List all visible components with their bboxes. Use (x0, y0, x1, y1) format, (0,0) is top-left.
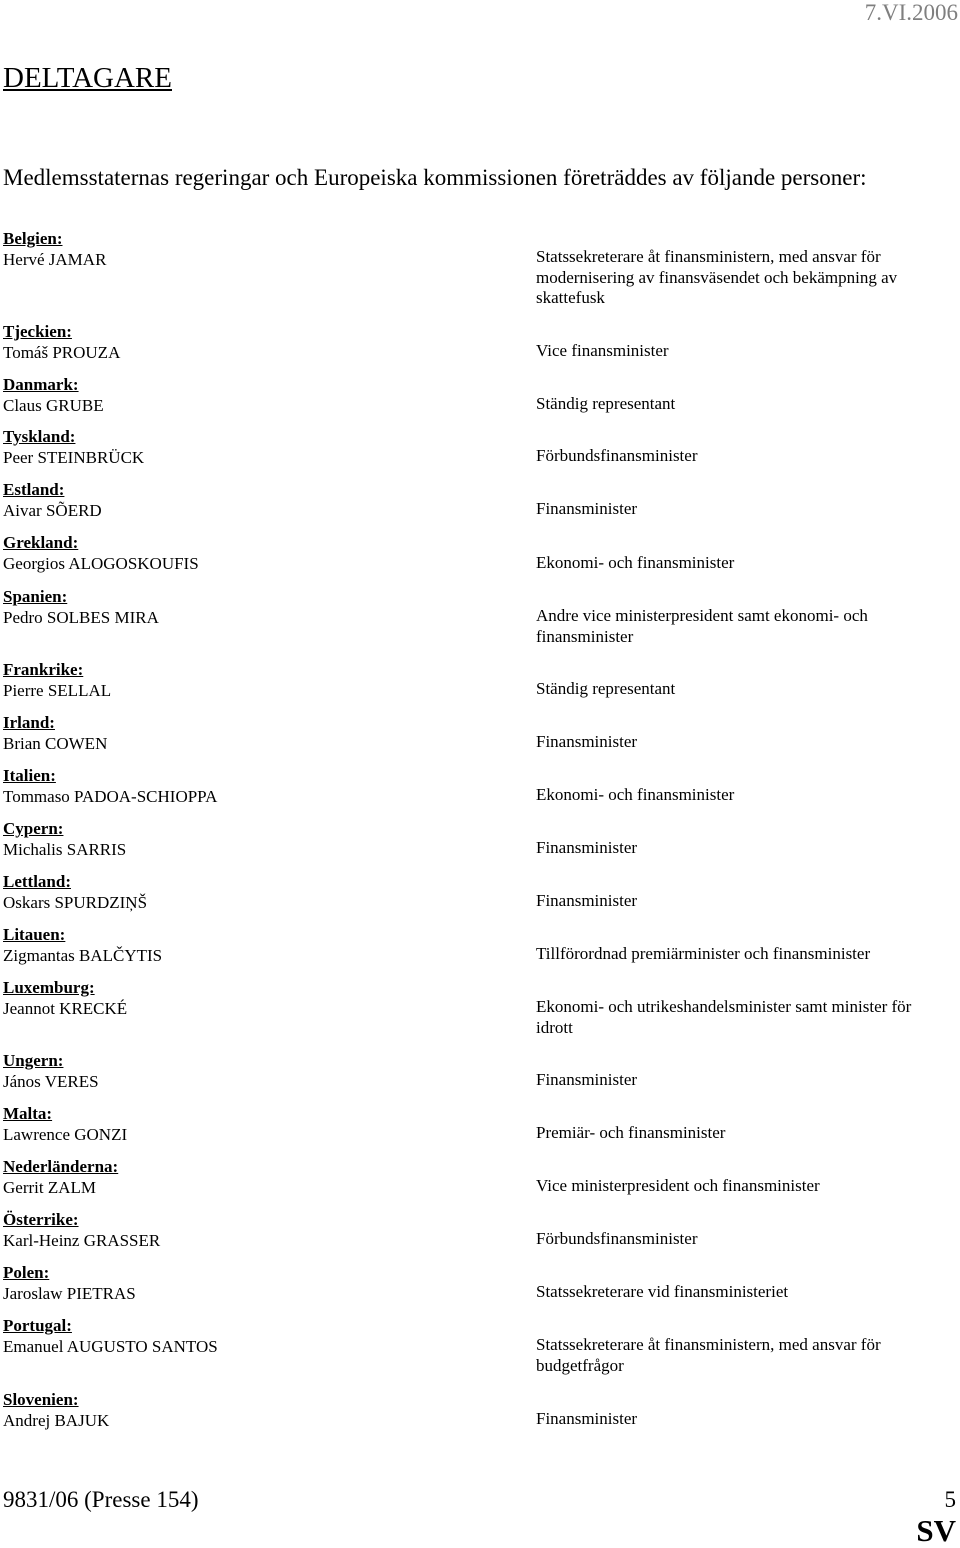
participant-name: Aivar SÕERD (3, 500, 102, 520)
participant-role: Förbundsfinansminister (536, 1229, 698, 1248)
participant-role: Finansminister (536, 732, 638, 751)
country-name: Litauen: (3, 925, 66, 944)
country-name: Estland: (3, 480, 65, 499)
participant-role: Statssekreterare åt finansministern, med ansvar för modernisering av finansväsendet och bekämpning av skattefusk (536, 247, 898, 307)
country-name: Portugal: (3, 1316, 72, 1335)
participant-name: Peer STEINBRÜCK (3, 447, 145, 467)
intro-text: Medlemsstaternas regeringar och Europeiska kommissionen företräddes av följande personer: (3, 165, 867, 190)
country-name: Slovenien: (3, 1390, 79, 1409)
country-name: Grekland: (3, 533, 79, 552)
country-name: Tyskland: (3, 427, 76, 446)
participant-role: Vice ministerpresident och finansminister (536, 1176, 820, 1195)
participant-role: Premiär- och finansminister (536, 1123, 726, 1142)
country-name: Malta: (3, 1104, 53, 1123)
country-name: Lettland: (3, 872, 71, 891)
country-name: Cypern: (3, 819, 64, 838)
participant-role: Ekonomi- och utrikeshandelsminister samt minister för idrott (536, 997, 912, 1037)
participant-name: Jeannot KRECKÉ (3, 998, 128, 1018)
participant-name: Lawrence GONZI (3, 1124, 128, 1144)
participant-role: Andre vice ministerpresident samt ekonomi- och finansminister (536, 606, 868, 646)
document-reference: 9831/06 (Presse 154) (3, 1487, 199, 1512)
participant-name: Jaroslaw PIETRAS (3, 1283, 136, 1303)
participant-role: Ekonomi- och finansminister (536, 785, 735, 804)
participant-name: Oskars SPURDZIŅŠ (3, 892, 148, 912)
country-name: Belgien: (3, 229, 63, 248)
participant-name: Brian COWEN (3, 733, 108, 753)
participant-role: Finansminister (536, 1070, 638, 1089)
country-name: Polen: (3, 1263, 50, 1282)
country-name: Irland: (3, 713, 55, 732)
participant-role: Ständig representant (536, 679, 676, 698)
country-name: Frankrike: (3, 660, 84, 679)
country-name: Ungern: (3, 1051, 64, 1070)
participant-role: Finansminister (536, 891, 638, 910)
participant-role: Ekonomi- och finansminister (536, 553, 735, 572)
participant-name: Michalis SARRIS (3, 839, 127, 859)
participant-name: Zigmantas BALČYTIS (3, 945, 163, 965)
participant-role: Tillförordnad premiärminister och finansminister (536, 944, 871, 963)
country-name: Luxemburg: (3, 978, 95, 997)
country-name: Danmark: (3, 375, 79, 394)
participant-role: Finansminister (536, 499, 638, 518)
language-code: SV (916, 1513, 956, 1548)
participant-name: Pedro SOLBES MIRA (3, 607, 159, 627)
participant-role: Ständig representant (536, 394, 676, 413)
country-name: Nederländerna: (3, 1157, 119, 1176)
participant-name: Tomáš PROUZA (3, 342, 121, 362)
participant-name: Hervé JAMAR (3, 249, 107, 269)
participant-role: Statssekreterare vid finansministeriet (536, 1282, 789, 1301)
page-number: 5 (944, 1487, 956, 1512)
participant-role: Vice finansminister (536, 341, 669, 360)
participant-name: Karl-Heinz GRASSER (3, 1230, 161, 1250)
page-title: DELTAGARE (3, 62, 172, 94)
participant-name: Pierre SELLAL (3, 680, 112, 700)
participant-role: Finansminister (536, 838, 638, 857)
document-date: 7.VI.2006 (864, 0, 958, 25)
participant-role: Statssekreterare åt finansministern, med ansvar för budgetfrågor (536, 1335, 881, 1375)
country-name: Italien: (3, 766, 56, 785)
participant-role: Finansminister (536, 1409, 638, 1428)
participant-name: Georgios ALOGOSKOUFIS (3, 553, 199, 573)
country-name: Österrike: (3, 1210, 79, 1229)
participant-name: Claus GRUBE (3, 395, 104, 415)
participant-name: János VERES (3, 1071, 99, 1091)
country-name: Tjeckien: (3, 322, 72, 341)
participant-name: Andrej BAJUK (3, 1410, 110, 1430)
participant-name: Emanuel AUGUSTO SANTOS (3, 1336, 218, 1356)
country-name: Spanien: (3, 587, 68, 606)
participant-name: Gerrit ZALM (3, 1177, 97, 1197)
participant-name: Tommaso PADOA-SCHIOPPA (3, 786, 218, 806)
participant-role: Förbundsfinansminister (536, 446, 698, 465)
